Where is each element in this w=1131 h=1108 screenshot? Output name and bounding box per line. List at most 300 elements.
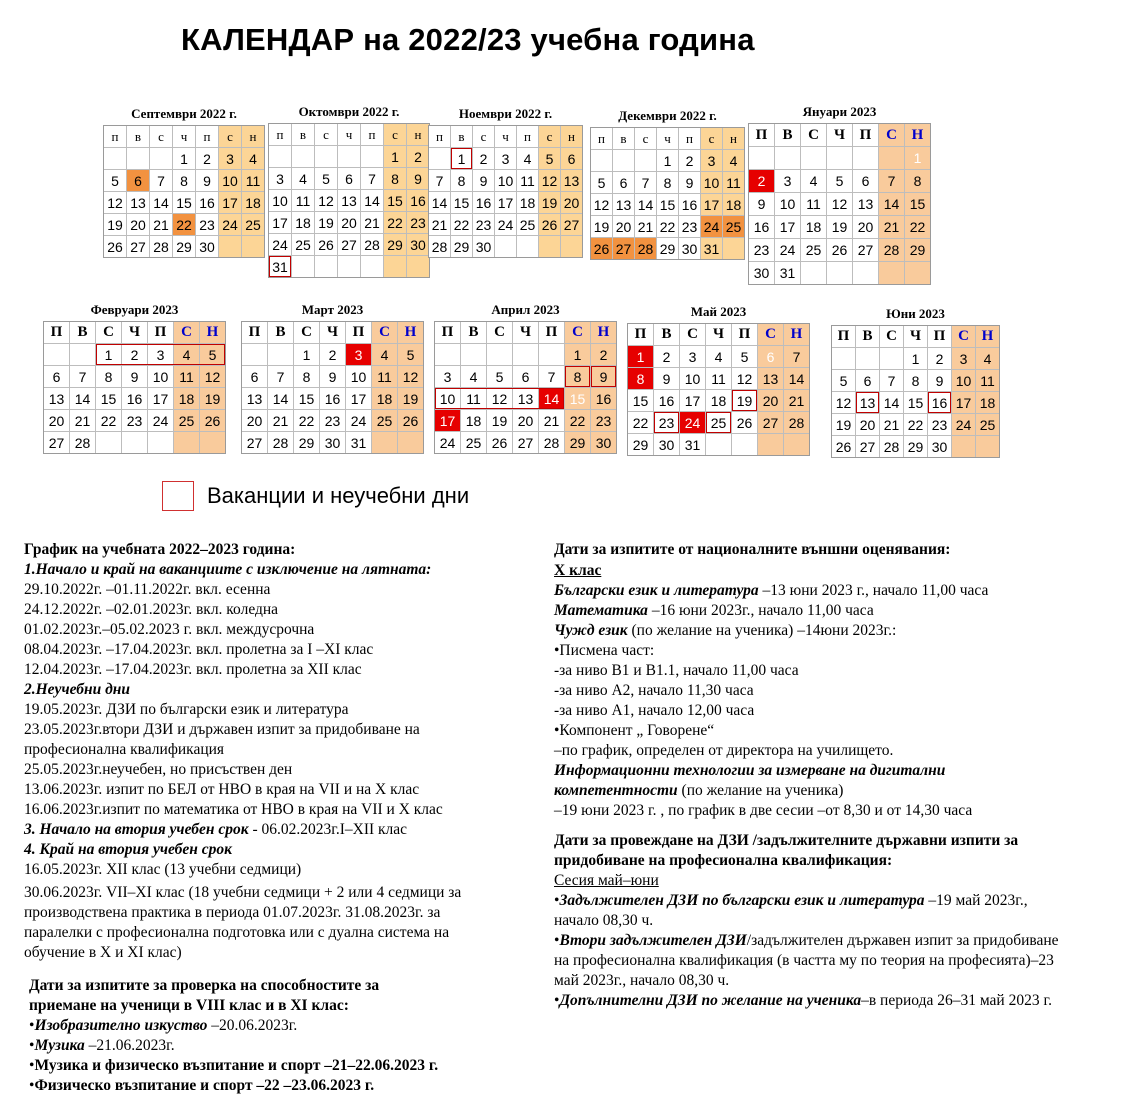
day-cell: 1: [96, 344, 121, 365]
day-cell: 30: [679, 238, 700, 259]
nvo-heading: Дати за изпитите от националните външни оценявания:: [554, 541, 951, 558]
weekday-header: н: [407, 124, 429, 145]
empty-cell: [758, 434, 783, 455]
day-cell: 25: [292, 234, 314, 255]
month-name: Май 2023: [690, 304, 747, 319]
day-cell: 18: [706, 390, 731, 411]
day-cell: 1: [451, 148, 472, 169]
day-cell: 26: [104, 236, 126, 257]
day-cell: 23: [473, 214, 494, 235]
weekday-header: с: [150, 126, 172, 147]
day-cell: 4: [242, 148, 264, 169]
day-cell: 10: [219, 170, 241, 191]
empty-cell: [539, 344, 564, 365]
day-cell: 14: [539, 388, 564, 409]
text-line: 24.12.2022г. –02.01.2023г. вкл. коледна: [24, 601, 279, 618]
month-name: Юни 2023: [886, 306, 945, 321]
day-cell: 7: [880, 370, 903, 391]
empty-cell: [361, 256, 383, 277]
weekday-header: В: [70, 322, 95, 343]
day-cell: 27: [853, 239, 878, 261]
empty-cell: [517, 236, 538, 257]
empty-cell: [775, 147, 800, 169]
day-cell: 14: [635, 194, 656, 215]
weekday-header: С: [801, 124, 826, 146]
day-cell: 14: [784, 368, 809, 389]
day-cell: 13: [242, 388, 267, 409]
text-line: начало 08,30 ч.: [554, 912, 654, 929]
empty-cell: [338, 146, 360, 167]
empty-cell: [827, 147, 852, 169]
day-cell: 22: [904, 414, 927, 435]
section-heading: 2.Неучебни дни: [24, 681, 131, 698]
day-cell: 20: [758, 390, 783, 411]
section-heading: 1.Начало и край на ваканциите с изключение на лятната:: [24, 561, 432, 578]
day-cell: 8: [173, 170, 195, 191]
day-cell: 21: [70, 410, 95, 431]
day-cell: 15: [904, 392, 927, 413]
empty-cell: [219, 236, 241, 257]
day-cell: 12: [827, 193, 852, 215]
empty-cell: [435, 344, 460, 365]
section-heading: 4. Край на втория учебен срок: [24, 841, 233, 858]
day-cell: 24: [148, 410, 173, 431]
day-cell: 3: [435, 366, 460, 387]
aptitude-heading: Дати за изпитите за проверка на способностите за: [29, 977, 380, 994]
day-cell: 28: [784, 412, 809, 433]
empty-cell: [384, 256, 406, 277]
day-cell: 27: [856, 436, 879, 457]
day-cell: 2: [679, 150, 700, 171]
day-cell: 27: [44, 432, 69, 453]
weekday-header: С: [487, 322, 512, 343]
weekday-header: п: [269, 124, 291, 145]
day-cell: 22: [451, 214, 472, 235]
day-cell: 22: [96, 410, 121, 431]
day-cell: 12: [398, 366, 423, 387]
day-cell: 21: [784, 390, 809, 411]
day-cell: 16: [654, 390, 679, 411]
day-cell: 21: [880, 414, 903, 435]
weekday-header: С: [372, 322, 397, 343]
day-cell: 9: [679, 172, 700, 193]
month-grid: [831, 325, 1000, 458]
day-cell: 23: [122, 410, 147, 431]
empty-cell: [104, 148, 126, 169]
page-title: КАЛЕНДАР на 2022/23 учебна година: [181, 22, 755, 57]
day-cell: 28: [635, 238, 656, 259]
exam-name: Информационни технологии за измерване на дигитални: [554, 762, 946, 779]
weekday-header: П: [435, 322, 460, 343]
weekday-header: в: [613, 128, 634, 149]
day-cell: 23: [749, 239, 774, 261]
day-cell: 23: [591, 410, 616, 431]
day-cell: 11: [706, 368, 731, 389]
exam-name: Математика: [554, 602, 648, 619]
day-cell: 2: [654, 346, 679, 367]
day-cell: 25: [372, 410, 397, 431]
weekday-header: Н: [976, 326, 999, 347]
weekday-header: п: [679, 128, 700, 149]
weekday-header: Ч: [513, 322, 538, 343]
day-cell: 27: [338, 234, 360, 255]
day-cell: 15: [384, 190, 406, 211]
month-name: Април 2023: [491, 302, 560, 317]
day-cell: 29: [904, 436, 927, 457]
empty-cell: [879, 262, 904, 284]
text-line: 08.04.2023г. –17.04.2023г. вкл. пролетна за I –XI клас: [24, 641, 374, 658]
month-calendar: [241, 302, 424, 454]
weekday-header: С: [565, 322, 590, 343]
empty-cell: [856, 348, 879, 369]
empty-cell: [338, 256, 360, 277]
empty-cell: [853, 262, 878, 284]
day-cell: 5: [200, 344, 225, 365]
empty-cell: [174, 432, 199, 453]
day-cell: 2: [591, 344, 616, 365]
day-cell: 9: [654, 368, 679, 389]
month-grid: [434, 321, 617, 454]
day-cell: 13: [513, 388, 538, 409]
weekday-header: ч: [173, 126, 195, 147]
day-cell: 29: [451, 236, 472, 257]
day-cell: 19: [827, 216, 852, 238]
day-cell: 27: [127, 236, 149, 257]
day-cell: 20: [513, 410, 538, 431]
weekday-header: п: [517, 126, 538, 147]
empty-cell: [150, 148, 172, 169]
weekday-header: в: [451, 126, 472, 147]
day-cell: 18: [174, 388, 199, 409]
weekday-header: н: [561, 126, 582, 147]
day-cell: 3: [952, 348, 975, 369]
empty-cell: [315, 146, 337, 167]
day-cell: 4: [723, 150, 744, 171]
empty-cell: [539, 236, 560, 257]
day-cell: 16: [407, 190, 429, 211]
day-cell: 27: [513, 432, 538, 453]
day-cell: 20: [613, 216, 634, 237]
day-cell: 31: [701, 238, 722, 259]
day-cell: 7: [150, 170, 172, 191]
empty-cell: [70, 344, 95, 365]
day-cell: 31: [269, 256, 291, 277]
empty-cell: [827, 262, 852, 284]
exam-name: компетентности: [554, 782, 678, 799]
day-cell: 20: [853, 216, 878, 238]
empty-cell: [398, 432, 423, 453]
day-cell: 5: [315, 168, 337, 189]
month-calendar: [103, 106, 265, 258]
empty-cell: [723, 238, 744, 259]
day-cell: 24: [952, 414, 975, 435]
day-cell: 30: [654, 434, 679, 455]
day-cell: 21: [268, 410, 293, 431]
empty-cell: [952, 436, 975, 457]
day-cell: 26: [539, 214, 560, 235]
exam-name: Български език и литература: [554, 582, 759, 599]
day-cell: 30: [320, 432, 345, 453]
day-cell: 26: [200, 410, 225, 431]
day-cell: 16: [749, 216, 774, 238]
month-calendar: [268, 104, 430, 278]
day-cell: 5: [104, 170, 126, 191]
day-cell: 1: [628, 346, 653, 367]
day-cell: 23: [407, 212, 429, 233]
day-cell: 29: [657, 238, 678, 259]
weekday-header: П: [44, 322, 69, 343]
day-cell: 24: [346, 410, 371, 431]
day-cell: 21: [361, 212, 383, 233]
month-name: Декември 2022 г.: [618, 108, 717, 123]
weekday-header: с: [539, 126, 560, 147]
day-cell: 19: [539, 192, 560, 213]
day-cell: 15: [173, 192, 195, 213]
exam-date: –20.06.2023г.: [207, 1017, 298, 1034]
day-cell: 6: [853, 170, 878, 192]
day-cell: 16: [679, 194, 700, 215]
weekday-header: В: [856, 326, 879, 347]
day-cell: 13: [613, 194, 634, 215]
day-cell: 9: [928, 370, 951, 391]
day-cell: 19: [104, 214, 126, 235]
weekday-header: с: [315, 124, 337, 145]
day-cell: 23: [928, 414, 951, 435]
day-cell: 14: [150, 192, 172, 213]
empty-cell: [429, 148, 450, 169]
day-cell: 26: [487, 432, 512, 453]
day-cell: 9: [320, 366, 345, 387]
day-cell: 25: [801, 239, 826, 261]
day-cell: 14: [880, 392, 903, 413]
weekday-header: в: [127, 126, 149, 147]
day-cell: 23: [196, 214, 218, 235]
day-cell: 3: [701, 150, 722, 171]
empty-cell: [268, 344, 293, 365]
weekday-header: в: [292, 124, 314, 145]
day-cell: 14: [879, 193, 904, 215]
empty-cell: [200, 432, 225, 453]
day-cell: 31: [775, 262, 800, 284]
day-cell: 5: [832, 370, 855, 391]
empty-cell: [905, 262, 930, 284]
day-cell: 10: [701, 172, 722, 193]
day-cell: 4: [174, 344, 199, 365]
month-name: Февруари 2023: [90, 302, 179, 317]
day-cell: 18: [242, 192, 264, 213]
day-cell: 8: [904, 370, 927, 391]
day-cell: 12: [200, 366, 225, 387]
weekday-header: Ч: [904, 326, 927, 347]
day-cell: 19: [200, 388, 225, 409]
day-cell: 4: [461, 366, 486, 387]
day-cell: 8: [628, 368, 653, 389]
empty-cell: [127, 148, 149, 169]
day-cell: 11: [976, 370, 999, 391]
weekday-header: П: [832, 326, 855, 347]
text-line: •Компонент „ Говорене“: [554, 722, 715, 739]
day-cell: 29: [294, 432, 319, 453]
weekday-header: Ч: [320, 322, 345, 343]
weekday-header: с: [384, 124, 406, 145]
month-name: Септември 2022 г.: [131, 106, 237, 121]
day-cell: 7: [879, 170, 904, 192]
day-cell: 17: [435, 410, 460, 431]
empty-cell: [561, 236, 582, 257]
day-cell: 18: [723, 194, 744, 215]
month-name: Октомври 2022 г.: [298, 104, 400, 119]
month-name: Януари 2023: [802, 104, 877, 119]
weekday-header: С: [758, 324, 783, 345]
text-line: 30.06.2023г. VII–XI клас (18 учебни седмици + 2 или 4 седмици за: [24, 884, 462, 901]
exam-date: –в периода 26–31 май 2023 г.: [861, 992, 1052, 1009]
weekday-header: С: [680, 324, 705, 345]
day-cell: 12: [487, 388, 512, 409]
empty-cell: [749, 147, 774, 169]
day-cell: 5: [732, 346, 757, 367]
day-cell: 27: [758, 412, 783, 433]
empty-cell: [315, 256, 337, 277]
day-cell: 8: [565, 366, 590, 387]
day-cell: 24: [680, 412, 705, 433]
exam-date: –19 май 2023г.,: [924, 892, 1028, 909]
empty-cell: [976, 436, 999, 457]
day-cell: 13: [561, 170, 582, 191]
text-line: професионална квалификация: [24, 741, 225, 758]
day-cell: 3: [346, 344, 371, 365]
weekday-header: В: [461, 322, 486, 343]
day-cell: 12: [539, 170, 560, 191]
day-cell: 2: [749, 170, 774, 192]
aptitude-heading: приемане на ученици в VIII клас и в XI клас:: [29, 997, 349, 1014]
empty-cell: [706, 434, 731, 455]
text-line: -за ниво B1 и B1.1, начало 11,00 часа: [554, 662, 799, 679]
exam-line: Физическо възпитание и спорт –22 –23.06.2023 г.: [34, 1077, 375, 1094]
weekday-header: В: [268, 322, 293, 343]
day-cell: 9: [407, 168, 429, 189]
day-cell: 26: [398, 410, 423, 431]
day-cell: 14: [268, 388, 293, 409]
text-line: (по желание на ученика): [677, 782, 844, 799]
day-cell: 25: [723, 216, 744, 237]
dzi-heading: придобиване на професионална квалификация:: [554, 852, 893, 869]
day-cell: 15: [294, 388, 319, 409]
day-cell: 11: [461, 388, 486, 409]
weekday-header: н: [723, 128, 744, 149]
text-line: 29.10.2022г. –01.11.2022г. вкл. есенна: [24, 581, 271, 598]
exam-name: Допълнителни ДЗИ по желание на ученика: [559, 992, 862, 1009]
day-cell: 21: [539, 410, 564, 431]
day-cell: 28: [268, 432, 293, 453]
day-cell: 10: [495, 170, 516, 191]
day-cell: 7: [539, 366, 564, 387]
exam-name: Музика: [34, 1037, 85, 1054]
day-cell: 25: [242, 214, 264, 235]
day-cell: 31: [346, 432, 371, 453]
day-cell: 20: [856, 414, 879, 435]
text-line: паралелки с професионална подготовка или с дуална система на: [24, 924, 450, 941]
day-cell: 5: [591, 172, 612, 193]
day-cell: 5: [487, 366, 512, 387]
day-cell: 3: [269, 168, 291, 189]
empty-cell: [635, 150, 656, 171]
day-cell: 1: [565, 344, 590, 365]
day-cell: 29: [628, 434, 653, 455]
day-cell: 16: [196, 192, 218, 213]
day-cell: 26: [591, 238, 612, 259]
session-label: Сесия май–юни: [554, 872, 659, 889]
legend-label: Ваканции и неучебни дни: [207, 483, 470, 508]
day-cell: 6: [242, 366, 267, 387]
weekday-header: С: [879, 124, 904, 146]
day-cell: 14: [361, 190, 383, 211]
day-cell: 5: [539, 148, 560, 169]
day-cell: 28: [70, 432, 95, 453]
text-line: обучение в X и XI клас): [24, 944, 182, 961]
day-cell: 28: [879, 239, 904, 261]
day-cell: 6: [856, 370, 879, 391]
day-cell: 15: [96, 388, 121, 409]
day-cell: 13: [44, 388, 69, 409]
exam-name: Задължителен ДЗИ по български език и литература: [559, 892, 925, 909]
day-cell: 21: [635, 216, 656, 237]
dzi-heading: Дати за провеждане на ДЗИ /задължителните държавни изпити за: [554, 832, 1019, 849]
empty-cell: [242, 344, 267, 365]
empty-cell: [801, 147, 826, 169]
day-cell: 23: [654, 412, 679, 433]
weekday-header: с: [473, 126, 494, 147]
text-line: 01.02.2023г.–05.02.2023 г. вкл. междусрочна: [24, 621, 315, 638]
day-cell: 10: [269, 190, 291, 211]
month-grid: [103, 125, 265, 258]
month-calendar: [428, 106, 583, 258]
day-cell: 24: [435, 432, 460, 453]
day-cell: 3: [148, 344, 173, 365]
weekday-header: н: [242, 126, 264, 147]
day-cell: 18: [801, 216, 826, 238]
day-cell: 29: [905, 239, 930, 261]
weekday-header: С: [880, 326, 903, 347]
day-cell: 12: [104, 192, 126, 213]
exam-date: –13 юни 2023 г., начало 11,00 часа: [758, 582, 989, 599]
day-cell: 16: [122, 388, 147, 409]
day-cell: 17: [219, 192, 241, 213]
day-cell: 6: [758, 346, 783, 367]
exam-line: Музика и физическо възпитание и спорт –21–22.06.2023 г.: [34, 1057, 439, 1074]
day-cell: 30: [473, 236, 494, 257]
weekday-header: п: [361, 124, 383, 145]
day-cell: 6: [338, 168, 360, 189]
day-cell: 16: [591, 388, 616, 409]
day-cell: 2: [928, 348, 951, 369]
weekday-header: С: [96, 322, 121, 343]
text-line: на професионална квалификация (в частта му по теория на професията)–23: [554, 952, 1054, 969]
day-cell: 29: [565, 432, 590, 453]
day-cell: 23: [320, 410, 345, 431]
section-heading: 3. Начало на втория учебен срок: [24, 821, 249, 838]
empty-cell: [853, 147, 878, 169]
day-cell: 13: [856, 392, 879, 413]
day-cell: 28: [880, 436, 903, 457]
day-cell: 20: [44, 410, 69, 431]
empty-cell: [269, 146, 291, 167]
legend-swatch: [162, 481, 194, 511]
day-cell: 15: [565, 388, 590, 409]
day-cell: 27: [242, 432, 267, 453]
month-grid: [43, 321, 226, 454]
day-cell: 3: [775, 170, 800, 192]
day-cell: 11: [517, 170, 538, 191]
